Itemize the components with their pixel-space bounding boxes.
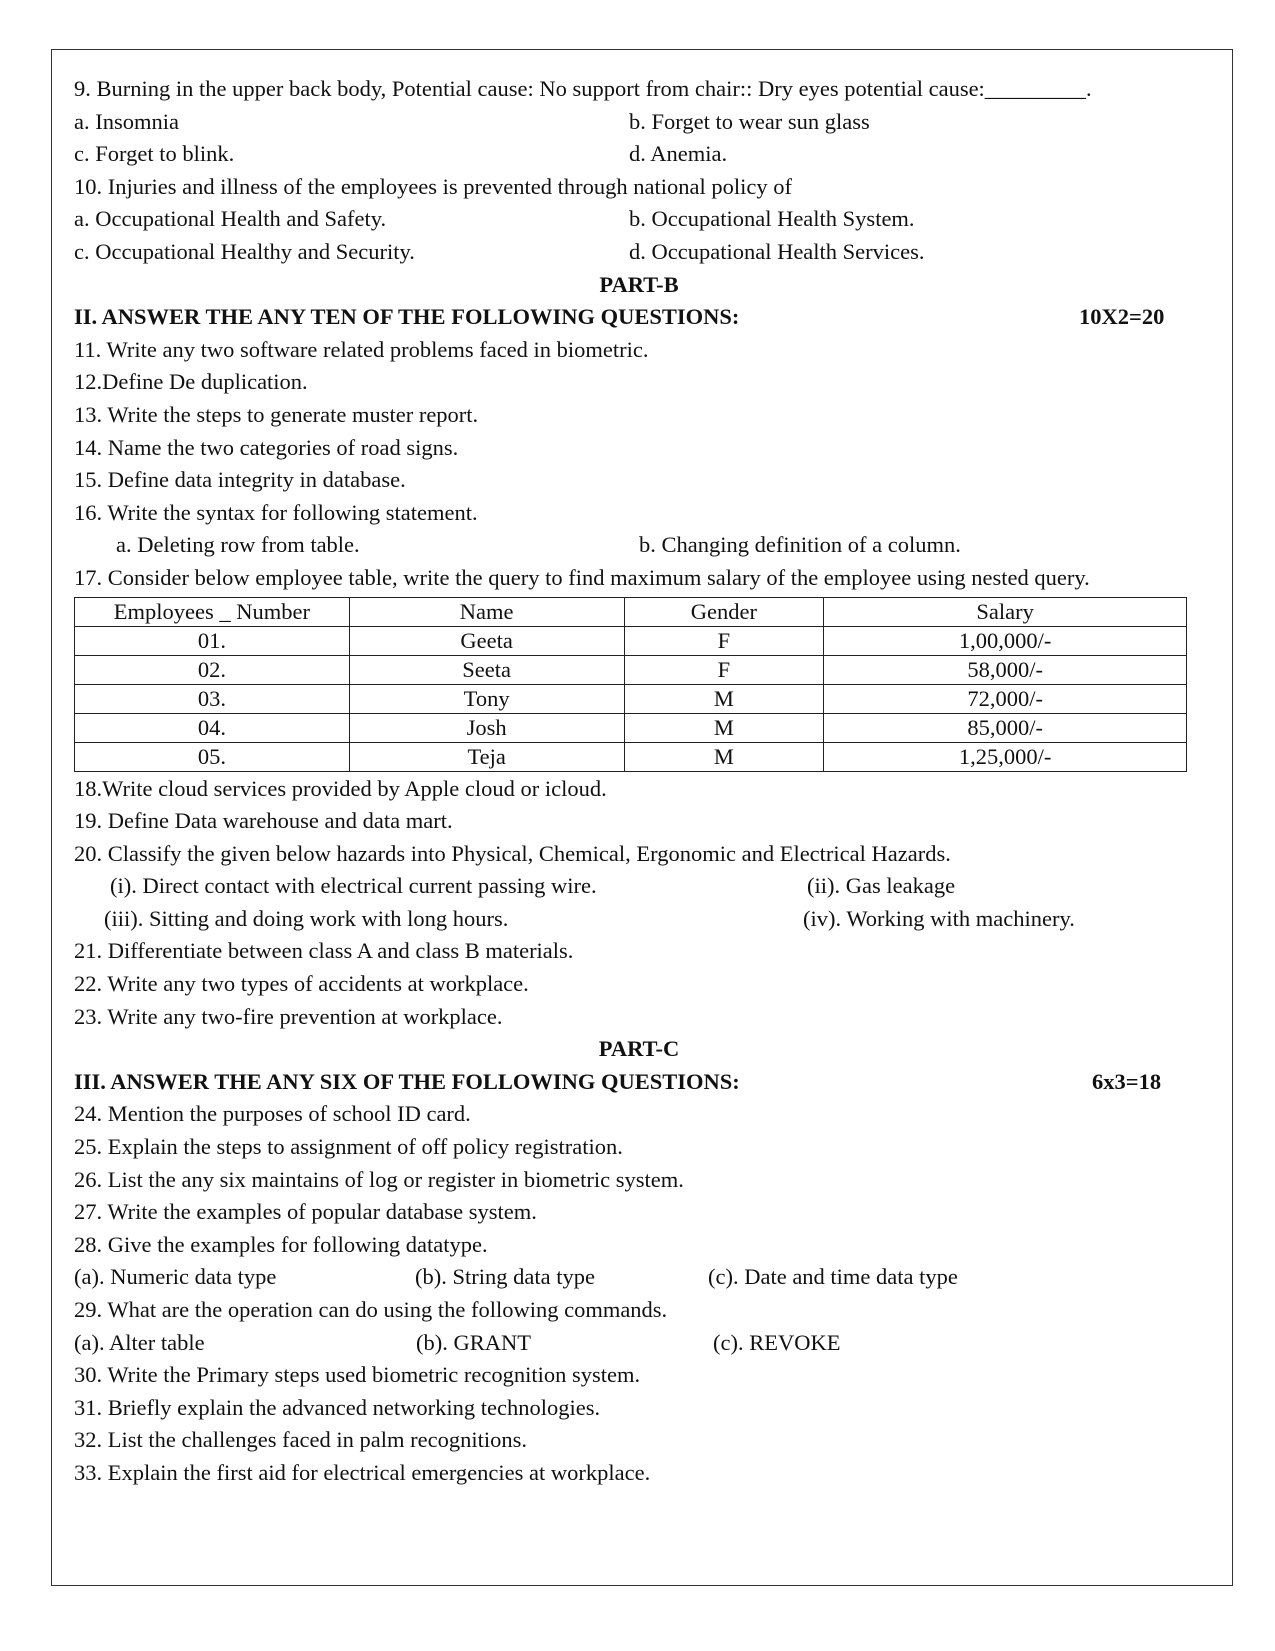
option-a: a. Occupational Health and Safety. — [74, 206, 387, 232]
question-14 — [74, 432, 1204, 465]
table-cell: F — [624, 655, 824, 684]
question-29-parts — [74, 1327, 1204, 1360]
question-20-parts-2 — [74, 903, 1204, 936]
question-33 — [74, 1457, 1204, 1490]
question-13 — [74, 399, 1204, 432]
question-20-part-i: (i). Direct contact with electrical current passing wire. — [110, 873, 597, 899]
question-text: 28. Give the examples for following datatype. — [74, 1231, 488, 1257]
question-29 — [74, 1294, 1204, 1327]
table-cell: 01. — [75, 626, 350, 655]
question-29-part-b: (b). GRANT — [416, 1329, 531, 1355]
column-header: Employees _ Number — [75, 597, 350, 626]
question-30 — [74, 1359, 1204, 1392]
question-text: 16. Write the syntax for following statement. — [74, 499, 478, 525]
table-cell: 03. — [75, 684, 350, 713]
table-cell: Josh — [349, 713, 624, 742]
question-20-part-iii: (iii). Sitting and doing work with long hours. — [104, 905, 509, 931]
question-text: 17. Consider below employee table, write the query to find maximum salary of the employee using nested query. — [74, 564, 1090, 590]
question-9-stem: 9. Burning in the upper back body, Potential cause: No support from chair:: Dry eyes potential cause:_________. — [74, 76, 1092, 101]
column-header: Gender — [624, 597, 824, 626]
table-header-row — [75, 597, 1187, 626]
part-b-instructions: II. ANSWER THE ANY TEN OF THE FOLLOWING QUESTIONS: — [74, 304, 740, 330]
question-10-options-cd — [74, 236, 1204, 269]
question-26 — [74, 1164, 1204, 1197]
question-21 — [74, 935, 1204, 968]
question-text: 25. Explain the steps to assignment of off policy registration. — [74, 1134, 623, 1160]
table-cell: M — [624, 684, 824, 713]
part-b-title: PART-B — [599, 271, 679, 297]
part-c-marks: 6x3=18 — [1092, 1068, 1162, 1094]
option-d: d. Occupational Health Services. — [629, 238, 925, 264]
question-9-options-cd — [74, 138, 1204, 171]
option-b: b. Occupational Health System. — [629, 206, 915, 232]
table-cell: 1,25,000/- — [824, 742, 1187, 771]
question-28-part-a: (a). Numeric data type — [74, 1264, 277, 1290]
part-b-heading — [74, 301, 1204, 334]
question-text: 20. Classify the given below hazards into Physical, Chemical, Ergonomic and Electrical Hazards. — [74, 840, 951, 866]
question-11 — [74, 334, 1204, 367]
part-c-instructions: III. ANSWER THE ANY SIX OF THE FOLLOWING QUESTIONS: — [74, 1068, 740, 1094]
question-text: 32. List the challenges faced in palm recognitions. — [74, 1427, 527, 1453]
question-text: 30. Write the Primary steps used biometric recognition system. — [74, 1362, 641, 1388]
question-29-part-a: (a). Alter table — [74, 1329, 205, 1355]
question-10-options-ab — [74, 203, 1204, 236]
table-row — [75, 713, 1187, 742]
question-9-options-ab — [74, 106, 1204, 139]
option-c: c. Forget to blink. — [74, 141, 235, 167]
option-c: c. Occupational Healthy and Security. — [74, 238, 415, 264]
question-text: 27. Write the examples of popular database system. — [74, 1199, 537, 1225]
question-29-part-c: (c). REVOKE — [713, 1329, 841, 1355]
table-cell: 05. — [75, 742, 350, 771]
table-cell: Tony — [349, 684, 624, 713]
question-text: 18.Write cloud services provided by Apple cloud or icloud. — [74, 775, 607, 801]
question-24 — [74, 1098, 1204, 1131]
part-c-title: PART-C — [598, 1036, 680, 1062]
question-28-part-b: (b). String data type — [415, 1264, 595, 1290]
question-28-parts — [74, 1261, 1204, 1294]
question-text: 13. Write the steps to generate muster report. — [74, 401, 479, 427]
question-20-parts-1 — [74, 870, 1204, 903]
question-text: 22. Write any two types of accidents at workplace. — [74, 971, 529, 997]
question-text: 11. Write any two software related problems faced in biometric. — [74, 336, 649, 362]
table-cell: Seeta — [349, 655, 624, 684]
table-cell: 85,000/- — [824, 713, 1187, 742]
question-text: 24. Mention the purposes of school ID card. — [74, 1101, 471, 1127]
table-row — [75, 684, 1187, 713]
employee-table — [74, 597, 1187, 772]
table-cell: 58,000/- — [824, 655, 1187, 684]
question-10 — [74, 171, 1204, 204]
table-cell: Teja — [349, 742, 624, 771]
option-a: a. Insomnia — [74, 108, 179, 134]
question-text: 31. Briefly explain the advanced networking technologies. — [74, 1394, 601, 1420]
question-10-stem: 10. Injuries and illness of the employees is prevented through national policy of — [74, 173, 792, 199]
table-cell: Geeta — [349, 626, 624, 655]
question-16 — [74, 497, 1204, 530]
question-20-part-iv: (iv). Working with machinery. — [803, 905, 1075, 931]
part-c-heading — [74, 1066, 1204, 1099]
question-paper — [74, 73, 1204, 1490]
question-27 — [74, 1196, 1204, 1229]
question-17 — [74, 562, 1204, 595]
question-text: 26. List the any six maintains of log or register in biometric system. — [74, 1166, 684, 1192]
question-12 — [74, 366, 1204, 399]
question-text: 29. What are the operation can do using the following commands. — [74, 1297, 668, 1322]
question-22 — [74, 968, 1204, 1001]
table-cell: 72,000/- — [824, 684, 1187, 713]
question-28 — [74, 1229, 1204, 1262]
question-9 — [74, 73, 1204, 106]
table-cell: F — [624, 626, 824, 655]
part-b-marks: 10X2=20 — [1079, 304, 1165, 330]
question-text: 12.Define De duplication. — [74, 369, 308, 395]
question-text: 15. Define data integrity in database. — [74, 467, 406, 493]
question-28-part-c: (c). Date and time data type — [708, 1264, 958, 1290]
question-32 — [74, 1424, 1204, 1457]
question-31 — [74, 1392, 1204, 1425]
question-18 — [74, 773, 1204, 806]
question-16-parts — [74, 529, 1204, 562]
column-header: Salary — [824, 597, 1187, 626]
table-cell: M — [624, 713, 824, 742]
question-16-part-a: a. Deleting row from table. — [116, 532, 360, 558]
question-20-part-ii: (ii). Gas leakage — [807, 873, 956, 899]
question-16-part-b: b. Changing definition of a column. — [639, 532, 961, 558]
question-15 — [74, 464, 1204, 497]
table-cell: M — [624, 742, 824, 771]
table-cell: 1,00,000/- — [824, 626, 1187, 655]
table-row — [75, 742, 1187, 771]
table-cell: 02. — [75, 655, 350, 684]
question-23 — [74, 1001, 1204, 1034]
question-text: 33. Explain the first aid for electrical emergencies at workplace. — [74, 1459, 651, 1485]
question-25 — [74, 1131, 1204, 1164]
question-text: 19. Define Data warehouse and data mart. — [74, 808, 453, 834]
column-header: Name — [349, 597, 624, 626]
option-b: b. Forget to wear sun glass — [629, 108, 870, 134]
question-text: 23. Write any two-fire prevention at workplace. — [74, 1003, 503, 1029]
question-19 — [74, 805, 1204, 838]
option-d: d. Anemia. — [629, 141, 728, 167]
question-text: 14. Name the two categories of road signs. — [74, 434, 459, 460]
question-text: 21. Differentiate between class A and class B materials. — [74, 938, 574, 964]
table-cell: 04. — [75, 713, 350, 742]
table-row — [75, 655, 1187, 684]
question-20 — [74, 838, 1204, 871]
table-row — [75, 626, 1187, 655]
